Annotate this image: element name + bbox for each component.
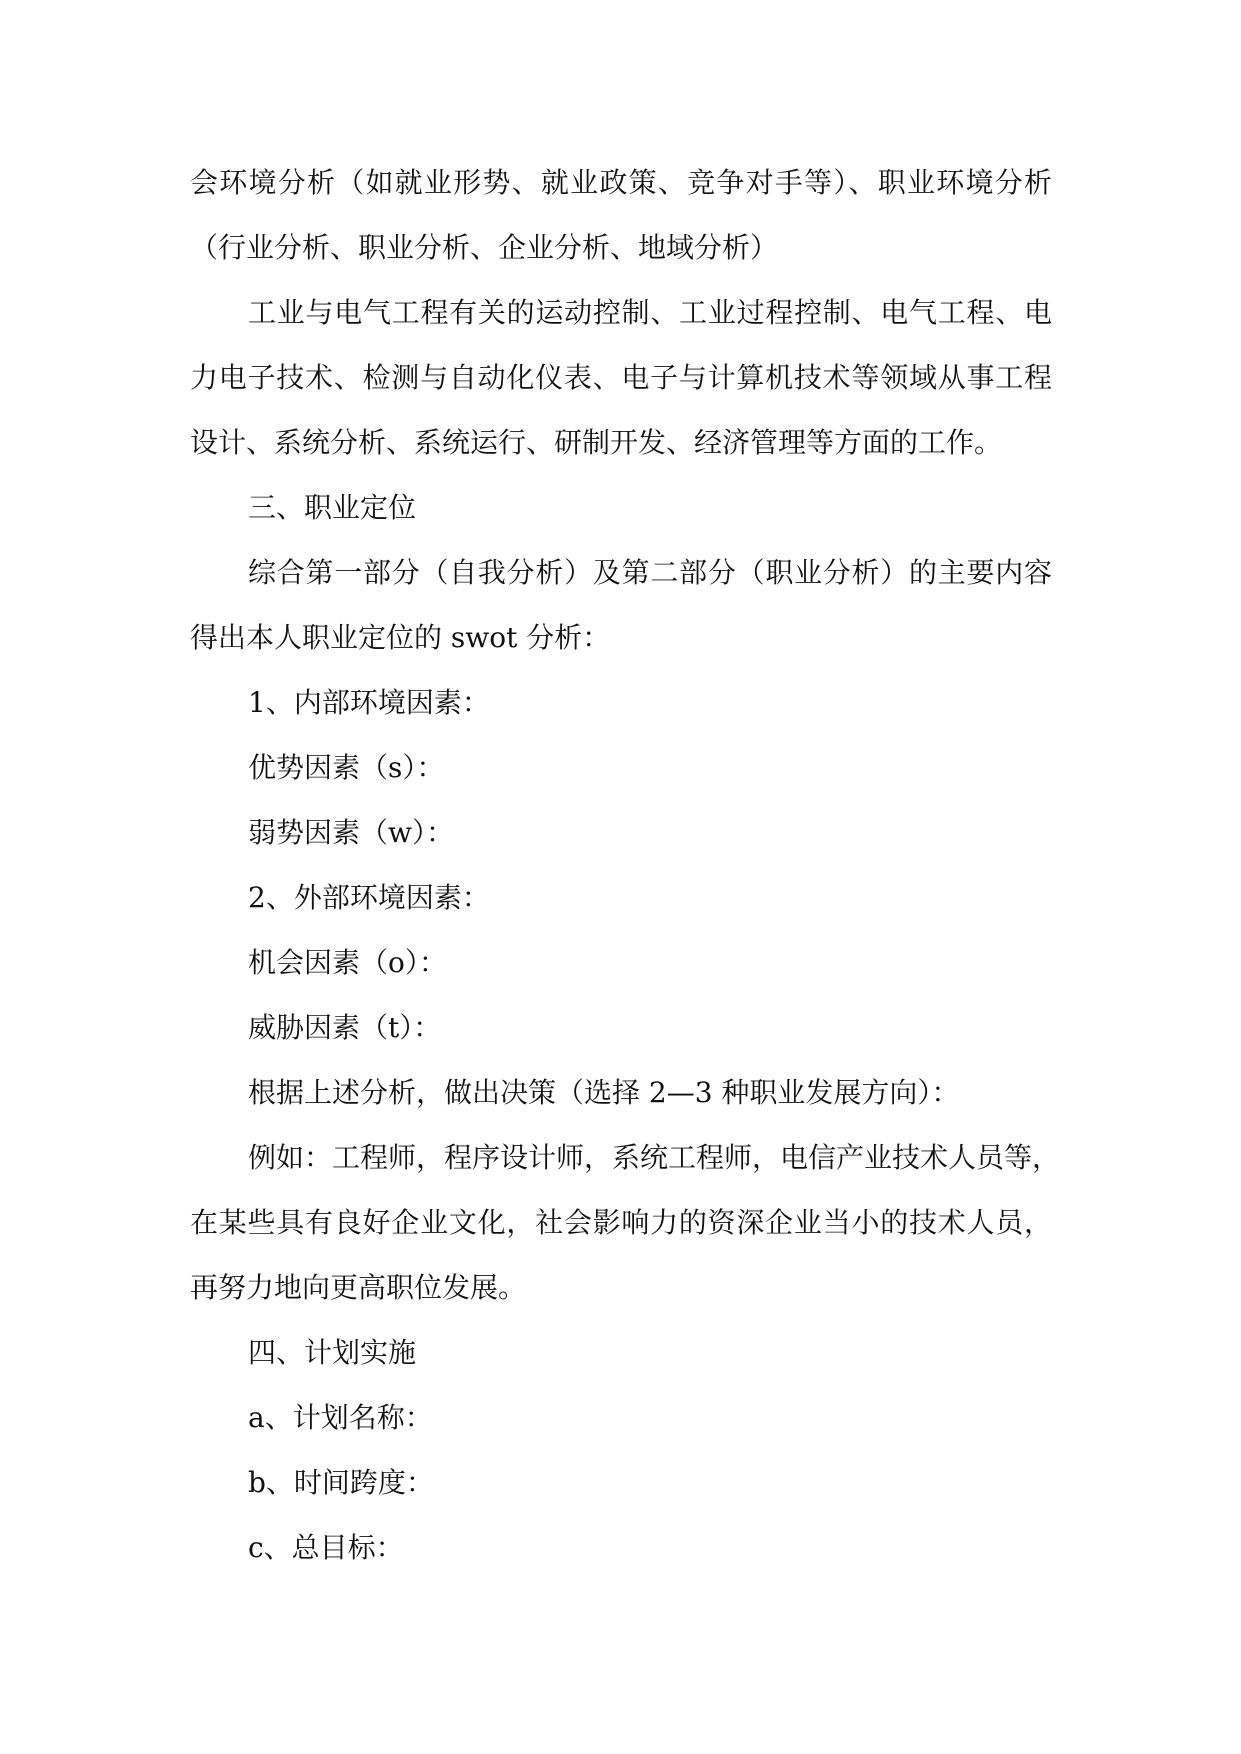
document-body: [190, 150, 1070, 1580]
text-line: 综合第一部分（自我分析）及第二部分（职业分析）的主要内容: [248, 556, 1052, 589]
text-line: 设计、系统分析、系统运行、研制开发、经济管理等方面的工作。: [190, 426, 1003, 459]
text-line: 根据上述分析，做出决策（选择 2—3 种职业发展方向）：: [248, 1076, 960, 1109]
text-line: 工业与电气工程有关的运动控制、工业过程控制、电气工程、电: [248, 296, 1052, 329]
text-line: 在某些具有良好企业文化，社会影响力的资深企业当小的技术人员，: [190, 1206, 1052, 1239]
text-line: （行业分析、职业分析、企业分析、地域分析）: [190, 231, 779, 264]
text-line: 力电子技术、检测与自动化仪表、电子与计算机技术等领域从事工程: [190, 361, 1052, 394]
section-heading: 三、职业定位: [248, 491, 417, 524]
text-line: 得出本人职业定位的 swot 分析：: [190, 621, 611, 654]
text-line: 再努力地向更高职位发展。: [190, 1271, 527, 1304]
list-item: b、时间跨度：: [248, 1466, 434, 1499]
list-item: a、计划名称：: [248, 1401, 433, 1434]
list-item: 2、外部环境因素：: [248, 881, 490, 914]
list-item: 优势因素（s）：: [248, 751, 445, 784]
section-heading: 四、计划实施: [248, 1336, 417, 1369]
list-item: 机会因素（o）：: [248, 946, 447, 979]
list-item: 弱势因素（w）：: [248, 816, 454, 849]
list-item: 1、内部环境因素：: [248, 686, 490, 719]
text-line: 会环境分析（如就业形势、就业政策、竞争对手等）、职业环境分析: [190, 166, 1052, 199]
list-item: c、总目标：: [248, 1531, 404, 1564]
text-line: 例如：工程师，程序设计师，系统工程师，电信产业技术人员等，: [248, 1141, 1061, 1174]
list-item: 威胁因素（t）：: [248, 1011, 442, 1044]
